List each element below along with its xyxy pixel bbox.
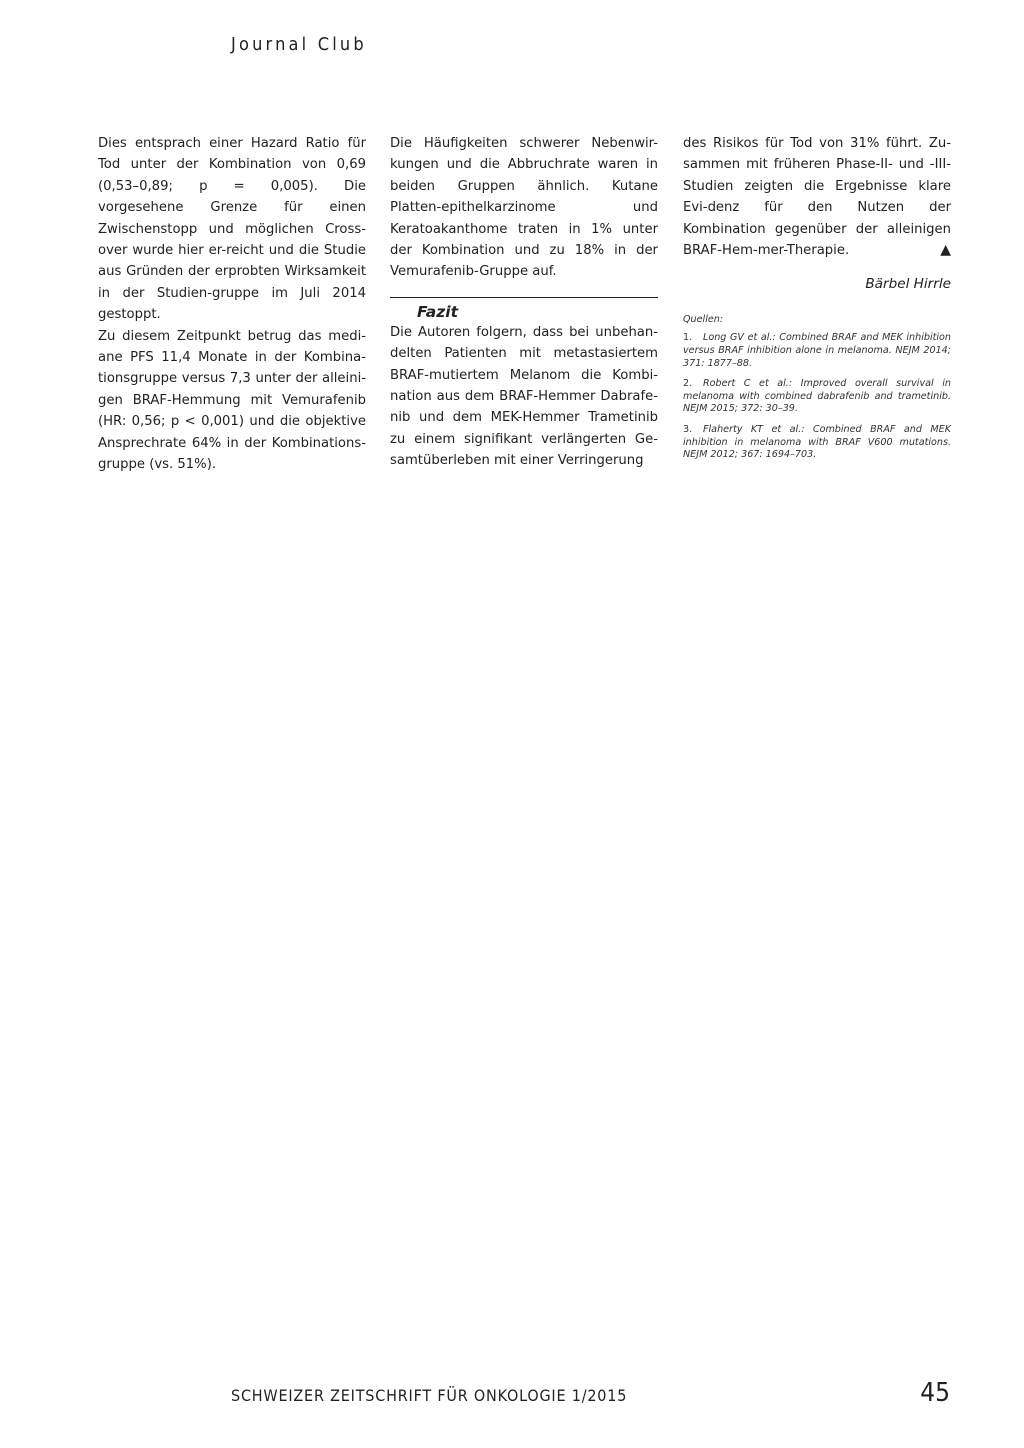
footer-journal-title: SCHWEIZER ZEITSCHRIFT FÜR ONKOLOGIE 1/2015	[231, 1386, 628, 1405]
references-title: Quellen:	[683, 313, 724, 325]
reference-item: 2. Robert C et al.: Improved overall survival in melanoma with combined dabrafenib and trametinib. NEJM 2015; 372: 30–39.	[683, 378, 951, 415]
subheading-fazit: Fazit	[417, 302, 459, 321]
body-text: Dies entsprach einer Hazard Ratio für Tod unter der Kombination von 0,69 (0,53–0,89; p = 0,005). Die vorgesehene Grenze für einen Zwischenstopp und möglichen Cross-over wurde hier er-reicht und die Studie aus Gründen der erprobten Wirksamkeit in der Studien-gruppe im Juli 2014 gestoppt.	[98, 136, 367, 323]
references	[683, 314, 951, 462]
author-name: Bärbel Hirrle	[865, 276, 951, 293]
body-text: Die Autoren folgern, dass bei unbehan-delten Patienten mit metastasiertem BRAF-mutiertem Melanom die Kombi-nation aus dem BRAF-Hemmer Dabrafe-nib und dem MEK-Hemmer Trametinib zu einem signifikant verlängerten Ge-samtüberleben mit einer Verringerung	[390, 324, 658, 469]
section-heading: Journal Club	[231, 34, 367, 55]
column-1	[98, 133, 366, 476]
end-of-article-icon: ▲	[940, 242, 951, 259]
column-3	[683, 133, 951, 470]
body-text: Zu diesem Zeitpunkt betrug das medi-ane PFS 11,4 Monate in der Kombina-tionsgruppe versus 7,3 unter der alleini-gen BRAF-Hemmung mit Vemurafenib (HR: 0,56; p < 0,001) und die objektive Ansprechrate 64% in der Kombinations-gruppe (vs. 51%).	[98, 328, 366, 473]
section-divider	[390, 297, 658, 298]
body-text: des Risikos für Tod von 31% führt. Zu-sammen mit früheren Phase-II- und -III- Studien zeigten die Ergebnisse klare Evi-denz für den Nutzen der Kombination gegenüber der alleinigen BRAF-Hem-mer-Therapie. ▲	[683, 133, 951, 261]
reference-item: 1. Long GV et al.: Combined BRAF and MEK inhibition versus BRAF inhibition alone in melanoma. NEJM 2014; 371: 1877–88.	[683, 332, 951, 369]
reference-item: 3. Flaherty KT et al.: Combined BRAF and MEK inhibition in melanoma with BRAF V600 mutations. NEJM 2012; 367: 1694–703.	[683, 424, 951, 461]
body-text: Die Häufigkeiten schwerer Nebenwir-kungen und die Abbruchrate waren in beiden Gruppen ähnlich. Kutane Platten-epithelkarzinome und Keratoakanthome traten in 1% unter der Kombination und zu 18% in der Vemurafenib-Gruppe auf.	[390, 136, 658, 280]
column-2	[390, 133, 658, 472]
page-number: 45	[920, 1378, 950, 1408]
